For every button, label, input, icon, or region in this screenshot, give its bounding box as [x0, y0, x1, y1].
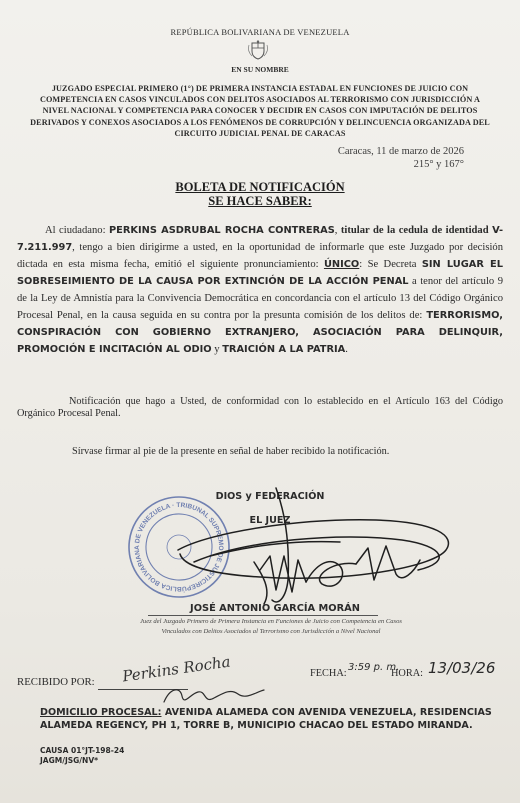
received-by-line [98, 689, 188, 690]
republic-header: REPÚBLICA BOLIVARIANA DE VENEZUELA [170, 27, 350, 37]
date-label: FECHA: [310, 668, 347, 679]
offense-treason: TRAICIÓN A LA PATRIA [222, 344, 346, 355]
svg-text:REPÚBLICA BOLIVARIANA DE VENEZ [126, 494, 232, 600]
closing-dios-y-federacion: DIOS y FEDERACIÓN [215, 491, 325, 502]
body-text-and: y [211, 344, 223, 355]
body-text-decision: , tengo a bien dirigirme a usted, en la oportunidad de informarle que este Juzgado por decisión dictada en esta misma fecha, emitió el siguiente pronunciamiento: [17, 242, 503, 270]
body-paragraph [17, 222, 503, 358]
ruling-text: SIN LUGAR EL SOBRESEIMIENTO DE LA CAUSA POR EXTINCIÓN DE LA ACCIÓN PENAL [17, 259, 503, 287]
date-line-1: Caracas, 11 de marzo de 2026 [337, 146, 464, 157]
time-handwritten: 13/03/26 [428, 659, 496, 677]
body-text-end: . [345, 344, 348, 355]
signature-line [148, 615, 378, 616]
body-text-law: a tenor del artículo 9 de la Ley de Amnistía para la Convivencia Democrática en concordancia con el artículo 13 del Código Orgánico Procesal Penal, en la causa seguida en su contra por la presunta comisión de los delitos de: [17, 276, 503, 321]
title-line-2: SE HACE SABER: [208, 194, 312, 208]
time-label: HORA: [391, 668, 424, 679]
case-number: CAUSA 01°JT-198-24 [40, 746, 125, 755]
received-by-handwritten: Perkins Rocha [121, 652, 232, 686]
title-line-1: BOLETA DE NOTIFICACIÓN [175, 180, 345, 194]
address-text: AVENIDA ALAMEDA CON AVENIDA VENEZUELA, RESIDENCIAS ALAMEDA REGENCY, PH 1, TORRE B, MUNICIPIO CHACAO DEL ESTADO MIRANDA. [40, 707, 492, 731]
body-text-decreta: : Se Decreta [359, 259, 422, 270]
document-title [0, 180, 520, 208]
case-reference [40, 746, 124, 766]
offenses-list: TERRORISMO, CONSPIRACIÓN CON GOBIERNO EXTRANJERO, ASOCIACIÓN PARA DELINQUIR, PROMOCIÓN E INCITACIÓN AL ODIO [17, 310, 503, 355]
date-handwritten: 3:59 p. m. [348, 662, 400, 673]
judge-title-line-1: Juez del Juzgado Primero de Primera Instancia en Funciones de Juicio con Competencia en Casos [140, 618, 402, 625]
address-label: DOMICILIO PROCESAL: [40, 707, 162, 718]
notification-clause: Notificación que hago a Usted, de conformidad con lo establecido en el Artículo 163 del Código Orgánico Procesal Penal. [17, 396, 503, 419]
court-heading: JUZGADO ESPECIAL PRIMERO (1°) DE PRIMERA INSTANCIA ESTADAL EN FUNCIONES DE JUICIO CON COMPETENCIA EN CASOS VINCULADOS CON DELITOS ASOCIADOS AL TERRORISMO CON JURISDICCIÓN A NIVEL NACIONAL Y COMPETENCIA PARA CONOCER Y DECIDIR EN CASOS CON IMPUTACIÓN DE DELITOS DERIVADOS Y CONEXOS ASOCIADOS A LOS FENÓMENOS DE CORRUPCIÓN Y DELINCUENCIA ORGANIZADA DEL CIRCUITO JUDICIAL PENAL DE CARACAS [30, 84, 490, 138]
court-seal-stamp [126, 494, 232, 600]
procedural-address [40, 707, 502, 732]
body-text-comma: , [334, 225, 341, 236]
in-name-header: EN SU NOMBRE [231, 65, 289, 74]
id-label: titular de la cedula de identidad [340, 225, 493, 236]
date-line-2: 215° y 167° [413, 158, 464, 170]
unico-label: ÚNICO [323, 259, 360, 270]
defendant-name: PERKINS ASDRUBAL ROCHA CONTRERAS [108, 225, 335, 236]
date-place [338, 146, 464, 171]
received-by-label: RECIBIDO POR: [17, 676, 95, 688]
notification-body [17, 222, 503, 358]
stamp-text: REPÚBLICA BOLIVARIANA DE VENEZUELA · TRIBUNAL SUPREMO DE JUSTICIA [133, 501, 225, 593]
judge-title-line-2: Vinculados con Delitos Asociados al Terrorismo con Jurisdicción a Nivel Nacional [161, 628, 381, 635]
body-text-intro: Al ciudadano: [45, 225, 109, 236]
closing-el-juez: EL JUEZ [249, 515, 291, 526]
coat-of-arms-icon [246, 40, 270, 60]
case-initials: JAGM/JSG/NV* [40, 756, 99, 765]
judge-name: JOSÉ ANTONIO GARCÍA MORÁN [190, 603, 360, 614]
id-number: V-7.211.997 [17, 225, 504, 253]
sign-request: Sírvase firmar al pie de la presente en señal de haber recibido la notificación. [72, 446, 390, 457]
